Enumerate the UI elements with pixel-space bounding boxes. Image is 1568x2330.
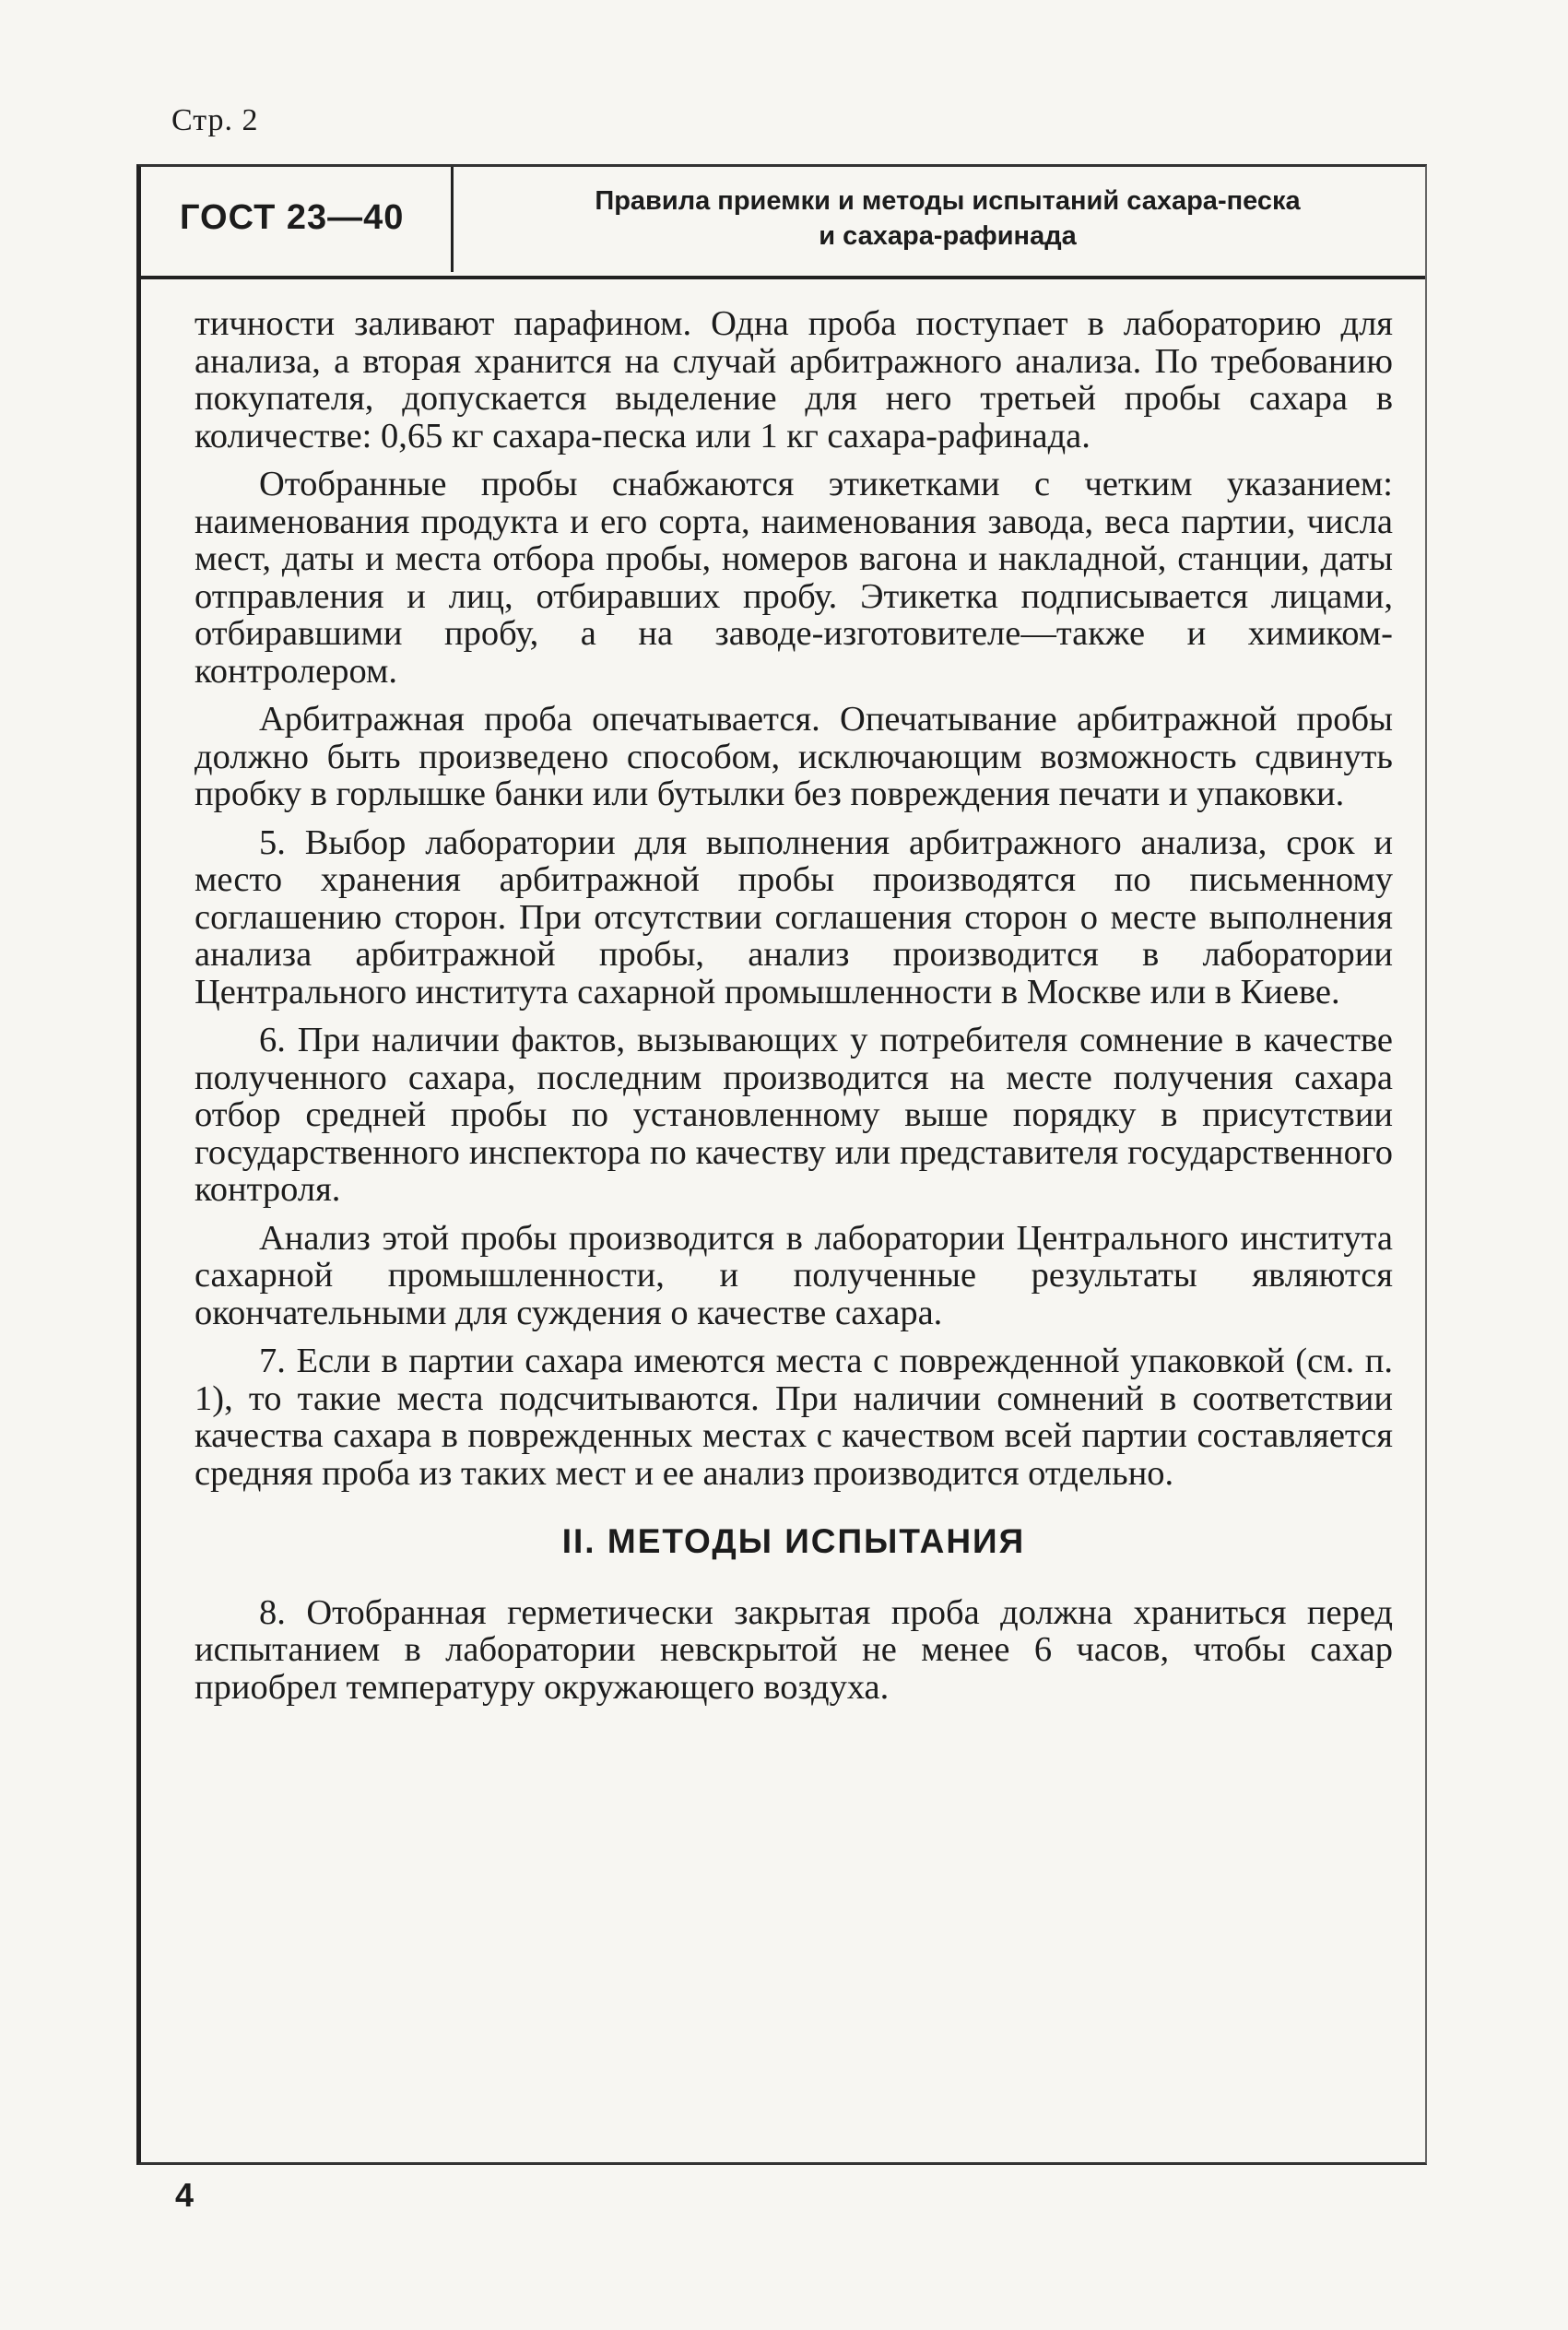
standard-number: ГОСТ 23—40 [180, 198, 405, 237]
section-title: II. МЕТОДЫ ИСПЫТАНИЯ [561, 1522, 1026, 1560]
title-line-2: и сахара-рафинада [819, 221, 1077, 251]
paragraph-item-7: 7. Если в партии сахара имеются места с поврежденной упаковкой (см. п. 1), то такие места подсчитываются. При наличии сомнений в соответствии качества сахара в поврежденных местах с качеством всей партии составляется средняя проба из таких мест и ее анализ производится отдельно. [195, 1342, 1393, 1493]
page-number: 4 [175, 2176, 195, 2214]
paragraph-labels: Отобранные пробы снабжаются этикетками с четким указанием: наименования продукта и его сорта, наименования завода, веса партии, числа мест, даты и места отбора пробы, номеров вагона и накладной, станции, даты отправления и лиц, отбиравших пробу. Этикетка подписывается лицами, отбиравшими пробу, а на заводе-изготовителе—также и химиком-контролером. [195, 465, 1393, 691]
document-body [195, 305, 1393, 1717]
paragraph-continuation: тичности заливают парафином. Одна проба поступает в лабораторию для анализа, а вторая хранится на случай арбитражного анализа. По требованию покупателя, допускается выделение для него третьей пробы сахара в количестве: 0,65 кг сахара-песка или 1 кг сахара-рафинада. [195, 304, 1393, 455]
paragraph-analysis: Анализ этой пробы производится в лаборатории Центрального института сахарной промышленности, и полученные результаты являются окончательными для суждения о качестве сахара. [195, 1218, 1393, 1332]
page-frame [136, 164, 1427, 2165]
document-header [141, 167, 1425, 279]
document-title [482, 183, 1413, 254]
paragraph-item-8: 8. Отобранная герметически закрытая проба должна храниться перед испытанием в лаборатории невскрытой не менее 6 часов, чтобы сахар приобрел температуру окружающего воздуха. [195, 1592, 1393, 1707]
paragraph-item-5: 5. Выбор лаборатории для выполнения арбитражного анализа, срок и место хранения арбитражной пробы производятся по письменному соглашению сторон. При отсутствии соглашения сторон о месте выполнения анализа арбитражной пробы, анализ производится в лаборатории Центрального института сахарной промышленности в Москве или в Киеве. [195, 822, 1393, 1011]
title-line-1: Правила приемки и методы испытаний сахара-песка [595, 186, 1301, 216]
header-divider [451, 167, 454, 272]
paragraph-item-6: 6. При наличии фактов, вызывающих у потребителя сомнение в качестве полученного сахара, последним производится на месте получения сахара отбор средней пробы по установленному выше порядку в присутствии государственного инспектора по качеству или представителя государственного контроля. [195, 1021, 1393, 1209]
paragraph-sealing: Арбитражная проба опечатывается. Опечатывание арбитражной пробы должно быть произведено способом, исключающим возможность сдвинуть пробку в горлышке банки или бутылки без повреждения печати и упаковки. [195, 700, 1393, 813]
page-label: Стр. 2 [171, 103, 259, 137]
